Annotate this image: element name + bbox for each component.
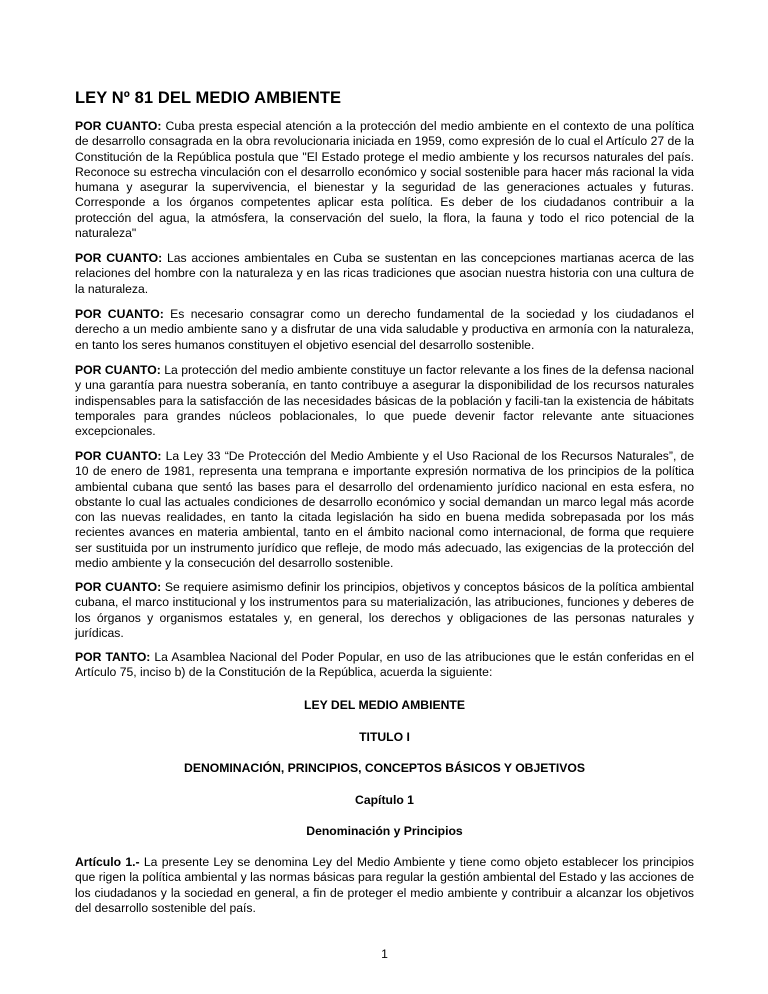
- paragraph-text: Las acciones ambientales en Cuba se sustentan en las concepciones martianas acerca de las relaciones del hombre con la naturaleza y en las ricas tradiciones que asocian nuestra historia con una cultura de la naturaleza.: [75, 251, 694, 296]
- chapter-heading: Capítulo 1: [355, 793, 414, 807]
- paragraph-por-tanto: [75, 650, 694, 681]
- paragraph-por-cuanto-2: [75, 251, 694, 297]
- document-title: LEY Nº 81 DEL MEDIO AMBIENTE: [75, 89, 342, 107]
- paragraph-por-cuanto-6: [75, 580, 694, 641]
- article-1: [75, 855, 694, 916]
- law-heading: LEY DEL MEDIO AMBIENTE: [304, 698, 465, 712]
- paragraph-por-cuanto-4: [75, 363, 694, 439]
- paragraph-lead: POR CUANTO:: [75, 119, 162, 133]
- page-number: 1: [381, 947, 388, 961]
- paragraph-text: Es necesario consagrar como un derecho fundamental de la sociedad y los ciudadanos el derecho a un medio ambiente sano y a disfrutar de una vida saludable y productiva en armonía con la naturaleza, en tanto los seres humanos constituyen el objetivo esencial del desarrollo sostenible.: [75, 307, 694, 352]
- paragraph-text: Se requiere asimismo definir los principios, objetivos y conceptos básicos de la política ambiental cubana, el marco institucional y los instrumentos para su materialización, las atribuciones, funciones y deberes de los órganos y organismos estatales y, en general, los derechos y obligaciones de las personas naturales y jurídicas.: [75, 580, 694, 640]
- paragraph-text: La Ley 33 “De Protección del Medio Ambiente y el Uso Racional de los Recursos Naturales”, de 10 de enero de 1981, representa una temprana e importante expresión normativa de los principios de la política ambiental cubana que sentó las bases para el desarrollo del ordenamiento jurídico nacional en esta esfera, no obstante lo cual las actuales condiciones de desarrollo económico y social demandan un marco legal más acorde con las nuevas realidades, en tanto la citada legislación ha sido en buena medida sobrepasada por los más recientes avances en materia ambiental, tanto en el ámbito nacional como internacional, de forma que requiere ser sustituida por un instrumento jurídico que refleje, de modo más adecuado, las exigencias de la protección del medio ambiente y la consecución del desarrollo sostenible.: [75, 449, 695, 571]
- paragraph-text: La Asamblea Nacional del Poder Popular, en uso de las atribuciones que le están conferidas en el Artículo 75, inciso b) de la Constitución de la República, acuerda la siguiente:: [75, 650, 694, 680]
- paragraph-text: La protección del medio ambiente constituye un factor relevante a los fines de la defensa nacional y una garantía para nuestra soberanía, en tanto contribuye a asegurar la disponibilidad de los recursos naturales indispensables para la satisfacción de las necesidades básicas de la población y facili-tan la existencia de hábitats temporales para grandes núcleos poblacionales, lo que puede devenir factor relevante ante situaciones excepcionales.: [75, 363, 694, 439]
- subtitle-heading: DENOMINACIÓN, PRINCIPIOS, CONCEPTOS BÁSICOS Y OBJETIVOS: [184, 761, 585, 775]
- paragraph-por-cuanto-5: [75, 449, 694, 571]
- title-heading: TITULO I: [359, 730, 410, 744]
- paragraph-lead: POR CUANTO:: [75, 363, 161, 377]
- document-page: [75, 0, 694, 994]
- paragraph-lead: POR CUANTO:: [75, 580, 162, 594]
- paragraph-lead: POR CUANTO:: [75, 449, 162, 463]
- paragraph-lead: POR CUANTO:: [75, 251, 163, 265]
- paragraph-por-cuanto-3: [75, 307, 694, 353]
- paragraph-por-cuanto-1: [75, 119, 694, 241]
- article-text: La presente Ley se denomina Ley del Medio Ambiente y tiene como objeto establecer los principios que rigen la política ambiental y las normas básicas para regular la gestión ambiental del Estado y las acciones de los ciudadanos y la sociedad en general, a fin de proteger el medio ambiente y contribuir a alcanzar los objetivos del desarrollo sostenible del país.: [75, 855, 694, 915]
- article-lead: Artículo 1.-: [75, 855, 140, 869]
- section-heading: Denominación y Principios: [306, 824, 463, 838]
- paragraph-text: Cuba presta especial atención a la protección del medio ambiente en el contexto de una política de desarrollo consagrada en la obra revolucionaria iniciada en 1959, como expresión de lo cual el Artículo 27 de la Constitución de la República postula que "El Estado protege el medio ambiente y los recursos naturales del país. Reconoce su estrecha vinculación con el desarrollo económico y social sostenible para hacer más racional la vida humana y asegurar la supervivencia, el bienestar y la seguridad de las generaciones actuales y futuras. Corresponde a los órganos competentes aplicar esta política. Es deber de los ciudadanos contribuir a la protección del agua, la atmósfera, la conservación del suelo, la flora, la fauna y todo el rico potencial de la naturaleza": [75, 119, 694, 241]
- paragraph-lead: POR TANTO:: [75, 650, 151, 664]
- paragraph-lead: POR CUANTO:: [75, 307, 164, 321]
